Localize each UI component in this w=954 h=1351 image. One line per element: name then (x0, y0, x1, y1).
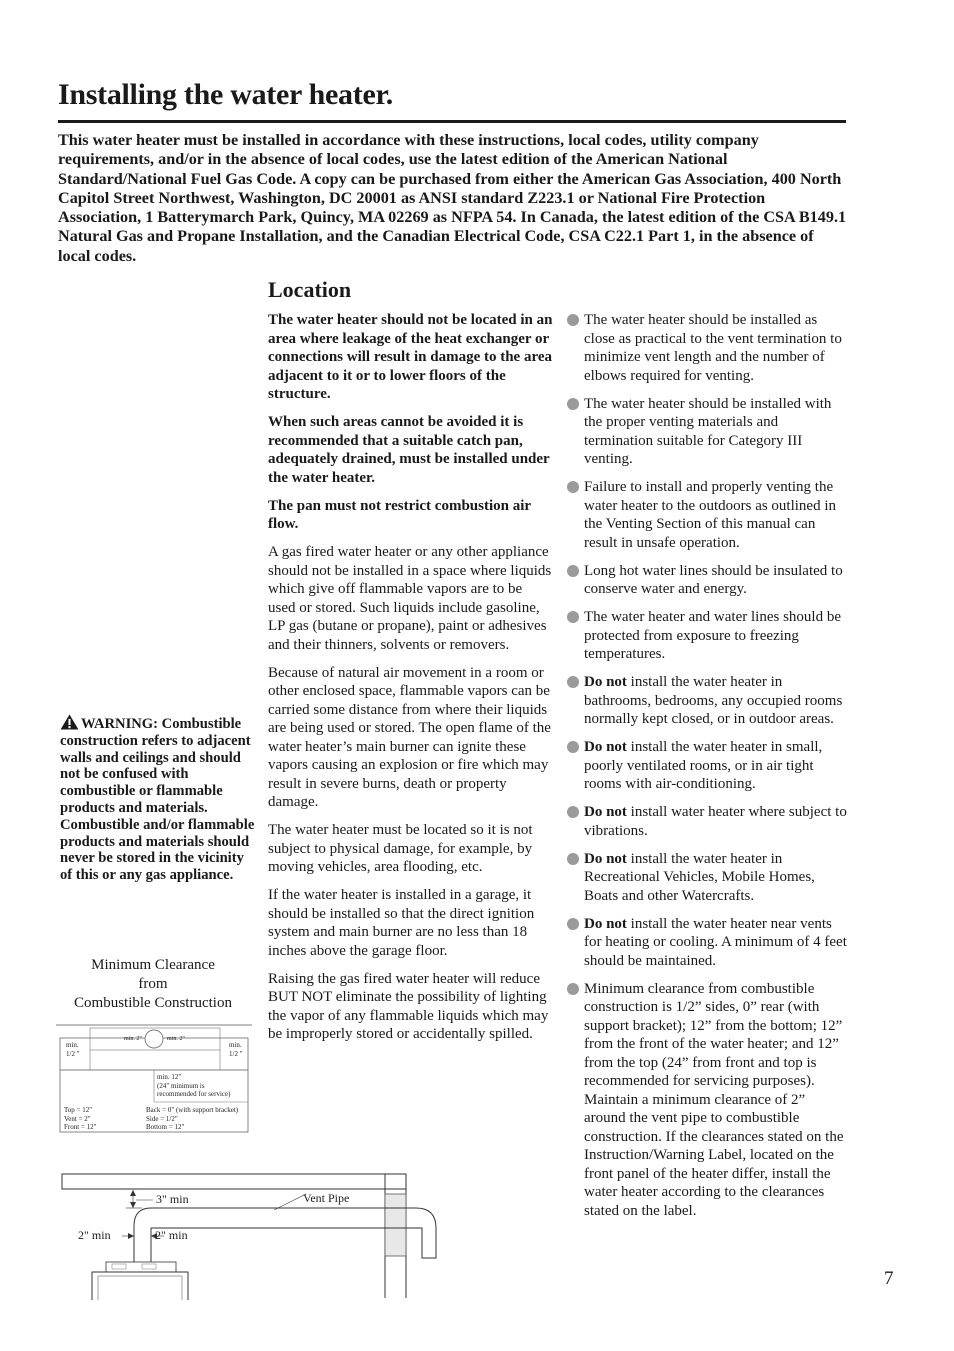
section-heading-location: Location (268, 277, 352, 302)
clearance-diagram-caption: Minimum Clearance from Combustible Construction (74, 957, 232, 1011)
bullet-icon (567, 611, 579, 623)
clearance-min-left: min. 1/2 " (66, 1041, 80, 1058)
vent-side-left: 2" min (78, 1228, 111, 1242)
warning-box (60, 714, 258, 884)
clearance-summary-right: Back = 0" (with support bracket) Side = 1/2" Bottom = 12" (146, 1106, 239, 1131)
paragraph: Because of natural air movement in a room or other enclosed space, flammable vapors can be carried some distance from where their liquids are being used or stored. The open flame of the water heater’s main burner can ignite these vapors causing an explosion or fire which may result in severe burns, death or property damage. (268, 664, 551, 810)
list-item: Minimum clearance from combustible construction is 1/2” sides, 0” rear (with support bracket); 12” from the bottom; 12” from the front of the water heater; and 12” from the top (24” from front and top is recommended for servicing purposes). Maintain a minimum clearance of 2” around the vent pipe to combustible construction. If the clearances stated on the Instruction/Warning Label, located on the front panel of the heater differ, install the water heater according to the clearances stated on the label. (566, 980, 850, 1221)
list-item: The water heater should be installed as close as practical to the vent termination to minimize vent length and the number of elbows required for venting. (566, 311, 850, 385)
list-item: Failure to install and properly venting the water heater to the outdoors as outlined in the Venting Section of this manual can result in unsafe operation. (566, 478, 850, 552)
paragraph: A gas fired water heater or any other appliance should not be installed in a space where liquids which give off flammable vapors are to be used or stored. Such liquids include gasoline, LP gas (butane or propane), paint or adhesives and their thinners, solvents or removers. (268, 544, 552, 653)
warning-lead: WARNING: (81, 716, 159, 732)
warning-triangle-icon (60, 714, 79, 730)
page-number: 7 (884, 1268, 894, 1289)
list-item: Do not install water heater where subject to vibrations. (566, 803, 850, 840)
bold-paragraph: When such areas cannot be avoided it is recommended that a suitable catch pan, adequately drained, must be installed under the water heater. (268, 414, 550, 486)
bullet-icon (567, 741, 579, 753)
warning-text: Combustible construction refers to adjacent walls and ceilings and should not be confused with combustible or flammable products and materials. Combustible and/or flammable products and materials should never be stored in the vicinity of this or any gas appliance. (60, 716, 255, 884)
list-item: Do not install the water heater near vents for heating or cooling. A minimum of 4 feet should be maintained. (566, 915, 850, 971)
vent-side-right: 2" min (155, 1228, 188, 1242)
paragraph: If the water heater is installed in a garage, it should be installed so that the direct ignition system and main burner are no less than 18 inches above the garage floor. (268, 887, 535, 959)
list-item: Do not install the water heater in small, poorly ventilated rooms, or in air tight rooms with air-conditioning. (566, 738, 850, 794)
list-item: Long hot water lines should be insulated to conserve water and energy. (566, 562, 850, 599)
clearance-front-note: min. 12" (24" minimum is recommended for service) (157, 1073, 231, 1098)
bullet-icon (567, 481, 579, 493)
intro-paragraph: This water heater must be installed in accordance with these instructions, local codes, utility company requirements, and/or in the absence of local codes, use the latest edition of the American National Standard/National Fuel Gas Code. A copy can be purchased from either the American Gas Association, 400 North Capitol Street Northwest, Washington, DC 20001 as ANSI standard Z223.1 or National Fire Protection Association, 1 Batterymarch Park, Quincy, MA 02269 as NFPA 54. In Canada, the latest edition of the CSA B149.1 Natural Gas and Propane Installation, and the Canadian Electrical Code, CSA C22.1 Part 1, in the absence of local codes. (58, 131, 847, 265)
clearance-vent-left: min. 2" (124, 1036, 142, 1042)
vent-top-clearance: 3" min (156, 1192, 189, 1206)
bullet-icon (567, 983, 579, 995)
clearance-min-right: min. 1/2 " (229, 1041, 243, 1058)
vent-diagram-lines (56, 1166, 446, 1300)
bullet-icon (567, 565, 579, 577)
location-bullet-list (566, 311, 850, 1230)
list-item: Do not install the water heater in Recreational Vehicles, Mobile Homes, Boats and other Watercrafts. (566, 850, 850, 906)
list-item: The water heater should be installed with the proper venting materials and termination suitable for Category III venting. (566, 395, 850, 469)
bold-paragraph: The pan must not restrict combustion air flow. (268, 497, 531, 532)
list-item: The water heater and water lines should be protected from exposure to freezing temperatures. (566, 608, 850, 664)
paragraph: The water heater must be located so it is not subject to physical damage, for example, by moving vehicles, area flooding, etc. (268, 822, 533, 875)
bullet-icon (567, 918, 579, 930)
location-column-middle (268, 311, 553, 1053)
bullet-icon (567, 314, 579, 326)
bullet-icon (567, 398, 579, 410)
title-rule (58, 120, 846, 123)
bold-paragraph: The water heater should not be located in an area where leakage of the heat exchanger or connections will result in damage to the area adjacent to it or to lower floors of the structure. (268, 312, 553, 402)
vent-pipe-label: Vent Pipe (303, 1191, 350, 1205)
bullet-icon (567, 853, 579, 865)
clearance-summary-left: Top = 12" Vent = 2" Front = 12" (64, 1106, 97, 1131)
page-title: Installing the water heater. (58, 78, 393, 111)
bullet-icon (567, 806, 579, 818)
paragraph: Raising the gas fired water heater will reduce BUT NOT eliminate the possibility of lighting the vapor of any flammable liquids which may be improperly stored or accidentally spilled. (268, 970, 549, 1042)
bullet-icon (567, 676, 579, 688)
clearance-vent-right: min. 2" (167, 1036, 185, 1042)
list-item: Do not install the water heater in bathrooms, bedrooms, any occupied rooms normally kept closed, or in outdoor areas. (566, 673, 850, 729)
